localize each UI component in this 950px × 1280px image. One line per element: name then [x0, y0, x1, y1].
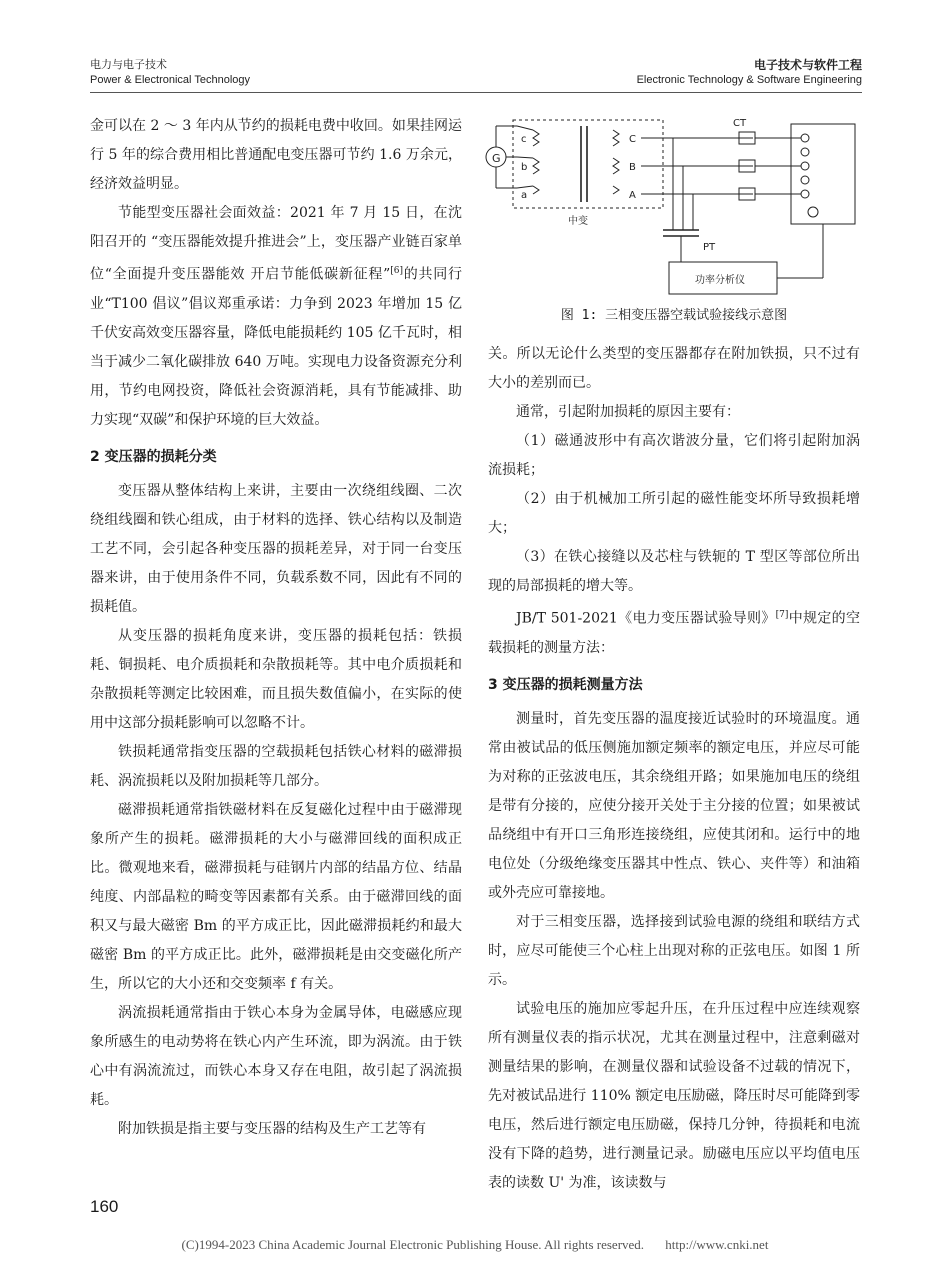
paragraph: 对于三相变压器，选择接到试验电源的绕组和联结方式时，应尽可能使三个心柱上出现对称的正弦电压。如图 1 所示。	[488, 913, 860, 988]
paragraph: 磁滞损耗通常指铁磁材料在反复磁化过程中由于磁滞现象所产生的损耗。磁滞损耗的大小与磁滞回线的面积成正比。微观地来看，磁滞损耗与硅钢片内部的结晶方位、结晶纯度、内部晶粒的畸变等因素都有关系。由于磁滞回线的面积又与最大磁密 Bm 的平方成正比，因此磁滞损耗约和最大磁密 Bm 的平方成正比。此外，磁滞损耗是由交变磁化所产生，所以它的大小还和交变频率 f 有关。	[90, 801, 462, 992]
page-number: 160	[90, 1197, 119, 1216]
terminal-label: a	[521, 190, 528, 201]
paragraph: 关。所以无论什么类型的变压器都存在附加铁损，只不过有大小的差别而已。	[488, 346, 860, 391]
section-heading: 2 变压器的损耗分类	[90, 448, 217, 465]
paragraph: 变压器从整体结构上来讲，主要由一次绕组线圈、二次绕组线圈和铁心组成，由于材料的选择、铁心结构以及制造工艺不同，会引起各种变压器的损耗差异，对于同一台变压器来讲，由于使用条件不同，负载系数不同，因此有不同的损耗值。	[90, 482, 462, 615]
transformer-label: 中变	[568, 216, 588, 227]
copyright-text: (C)1994-2023 China Academic Journal Electronic Publishing House. All rights reserved.	[181, 1237, 645, 1252]
list-item: （1）磁通波形中有高次谐波分量，它们将引起附加涡流损耗；	[488, 433, 860, 478]
generator-label: G	[492, 152, 501, 165]
header-journal-en: Electronic Technology & Software Engineering	[636, 74, 862, 86]
ct-label: CT	[733, 118, 747, 129]
header-journal-cn: 电子技术与软件工程	[753, 58, 862, 72]
terminal-label: B	[629, 162, 636, 173]
citation-ref[interactable]: [7]	[775, 610, 789, 620]
right-column	[488, 340, 860, 1198]
list-item: （2）由于机械加工所引起的磁性能变坏所导致损耗增大；	[488, 491, 860, 536]
paragraph: 铁损耗通常指变压器的空载损耗包括铁心材料的磁滞损耗、涡流损耗以及附加损耗等几部分。	[90, 743, 462, 789]
running-header-right	[637, 58, 862, 88]
secondary-windings	[613, 130, 619, 194]
pt-label: PT	[703, 242, 716, 253]
list-item: （3）在铁心接缝以及芯柱与铁轭的 T 型区等部位所出现的局部损耗的增大等。	[488, 549, 860, 594]
transformer-core	[581, 126, 587, 202]
header-section-en: Power & Electronical Technology	[90, 74, 250, 86]
running-header-left	[90, 58, 250, 88]
paragraph-text: 中规定的空载损耗的测量方法：	[488, 610, 860, 656]
paragraph: 从变压器的损耗角度来讲，变压器的损耗包括：铁损耗、铜损耗、电介质损耗和杂散损耗等。其中电介质损耗和杂散损耗等测定比较困难，而且损失数值偏小，在实际的使用中这部分损耗影响可以忽略不计。	[90, 627, 462, 731]
header-section-cn: 电力与电子技术	[90, 59, 167, 71]
figure-1	[483, 112, 865, 323]
terminal-label: b	[521, 162, 528, 173]
header-rule	[90, 92, 862, 93]
paragraph-text: JB/T 501-2021《电力变压器试验导则》	[516, 610, 776, 627]
terminal-label: c	[521, 134, 527, 145]
paragraph: 通常，引起附加损耗的原因主要有：	[516, 404, 740, 420]
paragraph	[488, 601, 860, 663]
analyzer-label: 功率分析仪	[695, 275, 745, 286]
paragraph: 附加铁损是指主要与变压器的结构及生产工艺等有	[118, 1120, 426, 1137]
potential-transformer	[663, 138, 699, 262]
paragraph	[90, 199, 462, 435]
copyright-footer	[0, 1237, 950, 1253]
footer-url[interactable]: http://www.cnki.net	[665, 1237, 769, 1252]
paragraph: 涡流损耗通常指由于铁心本身为金属导体，电磁感应现象所感生的电动势将在铁心内产生环流，即为涡流。由于铁心中有涡流流过，而铁心本身又存在电阻，故引起了涡流损耗。	[90, 1004, 462, 1108]
citation-ref[interactable]: [6]	[390, 266, 404, 276]
terminal-block	[791, 124, 855, 224]
terminal-posts	[801, 134, 818, 217]
section-heading: 3 变压器的损耗测量方法	[488, 676, 643, 693]
paragraph-text: 的共同行业“T100 倡议”倡议郑重承诺：力争到 2023 年增加 15 亿千伏安高效变压器容量，降低电能损耗约 105 亿千瓦时，相当于减少二氧化碳排放 640 万吨。实现电力设备资源充分利用，节约电网投资，降低社会资源消耗，具有节能减排、助力实现“双碳”和保护环境的巨大效益。	[90, 266, 463, 428]
paragraph: 金可以在 2 ～ 3 年内从节约的损耗电费中收回。如果挂网运行 5 年的综合费用相比普通配电变压器可节约 1.6 万余元，经济效益明显。	[90, 118, 462, 192]
terminal-label: C	[629, 134, 636, 145]
terminal-label: A	[629, 190, 636, 201]
paragraph: 试验电压的施加应零起升压，在升压过程中应连续观察所有测量仪表的指示状况，尤其在测量过程中，注意剩磁对测量结果的影响，在测量仪器和试验设备不过载的情况下，先对被试品进行 110% 额定电压励磁，降压时尽可能降到零电压，然后进行额定电压励磁，保持几分钟，待损耗和电流没有下降的趋势，进行测量记录。励磁电压应以平均值电压表的读数 U' 为准，该读数与	[488, 1000, 860, 1191]
figure-caption: 图 1: 三相变压器空载试验接线示意图	[560, 308, 788, 323]
paragraph-text: 节能型变压器社会面效益：2021 年 7 月 15 日，在沈阳召开的 “变压器能效提升推进会”上，变压器产业链百家单位“全面提升变压器能效 开启节能低碳新征程”	[90, 205, 462, 283]
left-column	[90, 112, 462, 1144]
paragraph: 测量时，首先变压器的温度接近试验时的环境温度。通常由被试品的低压侧施加额定频率的额定电压，并应尽可能为对称的正弦波电压，其余绕组开路；如果施加电压的绕组是带有分接的，应使分接开关处于主分接的位置；如果被试品绕组中有开口三角形连接绕组，应使其闭和。运行中的地电位处（分级绝缘变压器其中性点、铁心、夹件等）和油箱或外壳应可靠接地。	[488, 710, 860, 901]
wiring-diagram	[483, 112, 865, 298]
